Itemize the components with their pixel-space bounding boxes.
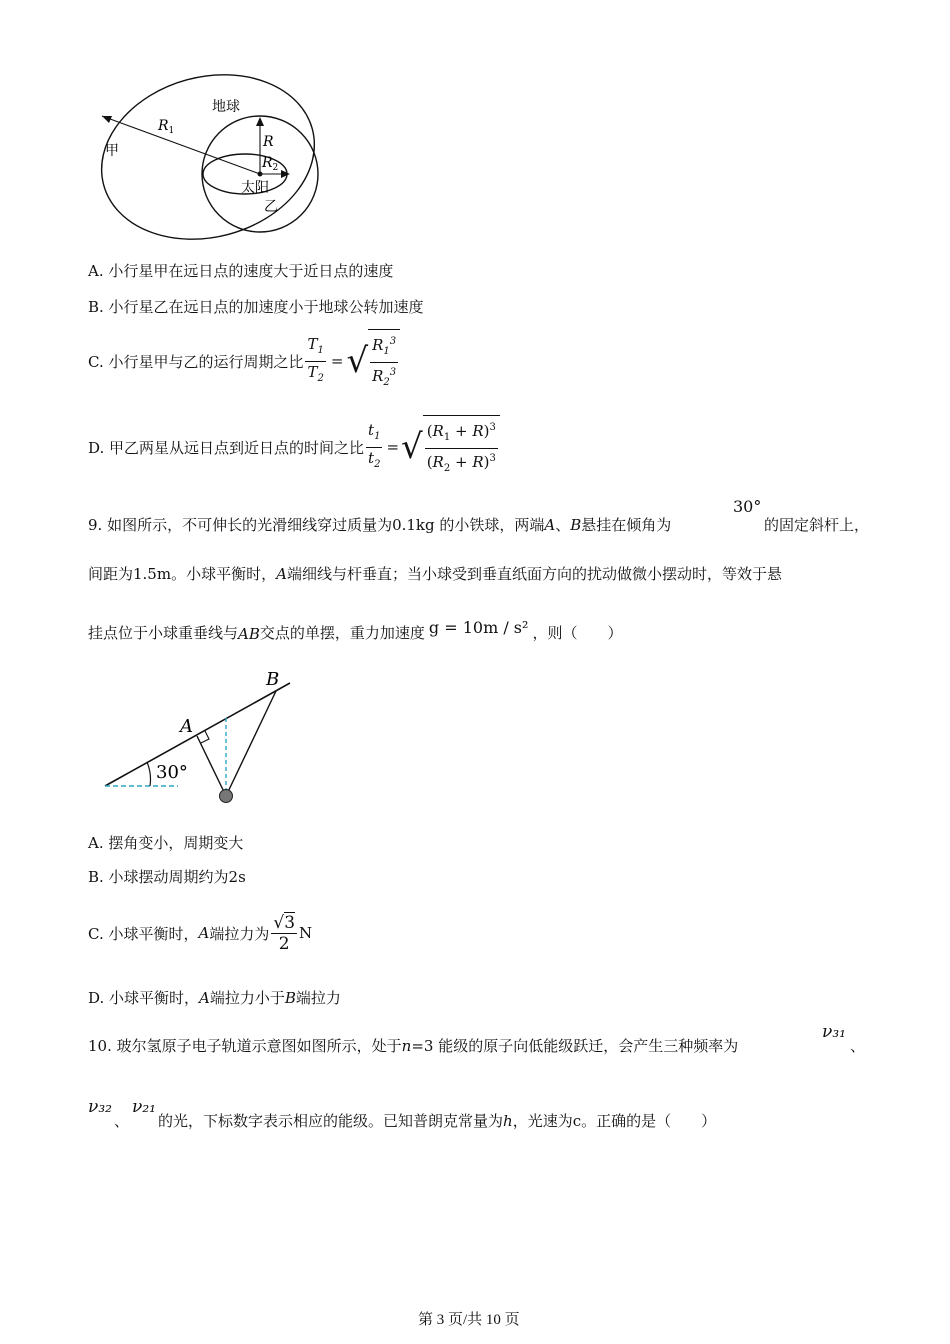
sqrt-r1-r2: √ $\frac{R_1^3}{R_2^3}$ bbox=[346, 329, 400, 393]
unit-n: N bbox=[299, 924, 313, 942]
q9-option-c-text: C. 小球平衡时， bbox=[88, 924, 199, 943]
point-a-inline: A bbox=[544, 516, 556, 534]
arrow-r1 bbox=[102, 116, 260, 174]
point-b-inline: B bbox=[570, 516, 582, 534]
q9-line1-b: 悬挂在倾角为 bbox=[581, 516, 672, 534]
q9-line2 bbox=[88, 563, 782, 584]
q10-line2-c: ，光速为c。正确的是（ ） bbox=[512, 1112, 717, 1130]
equals: = bbox=[330, 352, 344, 370]
frac-t1-t2-small: $\frac{t_1}{t_2}$ bbox=[368, 420, 381, 470]
iron-ball bbox=[220, 790, 233, 803]
q9-option-d-text2: 端拉力小于 bbox=[209, 989, 285, 1007]
q9-line1-c: 的固定斜杆上， bbox=[764, 516, 870, 534]
q8-option-d-text: D. 甲乙两星从远日点到近日点的时间之比 bbox=[88, 438, 365, 457]
right-angle-mark bbox=[201, 731, 209, 743]
q8-option-b: B. 小行星乙在远日点的加速度小于地球公转加速度 bbox=[88, 298, 424, 316]
radical: √ bbox=[346, 341, 369, 381]
sqrt-r-sum: √ $\frac{(R_1 + R)^3}{(R_2 + R)^3}$ bbox=[401, 415, 500, 479]
h-label: h bbox=[503, 1112, 513, 1130]
nu32: ν₃₂ bbox=[88, 1097, 112, 1117]
q9-option-a: A. 摆角变小，周期变大 bbox=[88, 834, 244, 852]
q9-option-c bbox=[88, 903, 312, 963]
q8-option-c bbox=[88, 333, 400, 389]
q9-line3 bbox=[88, 618, 623, 643]
sep1: 、 bbox=[850, 1037, 866, 1055]
label-earth: 地球 bbox=[212, 99, 240, 115]
segment-ab: AB bbox=[238, 625, 260, 643]
q10-line1-b: =3 能级的原子向低能级跃迁，会产生三种频率为 bbox=[411, 1037, 739, 1055]
q9-line1: 9. 如图所示，不可伸长的光滑细线穿过质量为0.1kg 的小铁球，两端A、B悬挂在倾角为 bbox=[88, 516, 672, 534]
q9-option-c-text2: 端拉力为 bbox=[209, 924, 270, 943]
label-yi: 乙 bbox=[264, 199, 278, 215]
equals-d: = bbox=[386, 438, 400, 456]
q9-line3-b: 交点的单摆，重力加速度 bbox=[259, 624, 425, 642]
q10-line1-a: 10. 玻尔氢原子电子轨道示意图如图所示，处于 bbox=[88, 1037, 402, 1055]
nu31: ν₃₁ bbox=[822, 1022, 846, 1042]
radical-d: √ bbox=[401, 427, 423, 467]
point-a-d: A bbox=[199, 989, 210, 1007]
string-b bbox=[226, 691, 276, 796]
string-a bbox=[197, 736, 226, 796]
q9-option-d bbox=[88, 987, 341, 1008]
q9-line2-b: 端细线与杆垂直；当小球受到垂直纸面方向的扰动做微小摆动时，等效于悬 bbox=[286, 565, 782, 583]
point-a-inline-2: A bbox=[276, 565, 287, 583]
q9-line3-a: 挂点位于小球重垂线与 bbox=[88, 624, 239, 642]
q9-line1-a: 9. 如图所示，不可伸长的光滑细线穿过质量为0.1kg 的小铁球，两端 bbox=[88, 516, 545, 534]
q9-option-b: B. 小球摆动周期约为2s bbox=[88, 868, 246, 886]
point-a-c: A bbox=[198, 924, 210, 942]
label-r: R bbox=[263, 134, 274, 150]
point-b-d: B bbox=[284, 989, 296, 1007]
fig-label-angle: 30° bbox=[156, 762, 188, 783]
sep2: 、 bbox=[114, 1112, 130, 1130]
angle-30: 30° bbox=[733, 497, 762, 516]
nu21: ν₂₁ bbox=[132, 1097, 156, 1117]
label-r2: $R_2$ bbox=[262, 155, 279, 173]
frac-t1-t2: $\frac{T_1}{T_2}$ bbox=[307, 334, 324, 384]
arrowhead-r bbox=[256, 117, 264, 126]
q9-option-d-text3: 端拉力 bbox=[295, 989, 341, 1007]
arrowhead-r1 bbox=[102, 116, 112, 123]
q8-option-d bbox=[88, 417, 500, 477]
n-label: n bbox=[401, 1037, 412, 1055]
arrowhead-r2 bbox=[281, 170, 290, 178]
orbit-jia bbox=[90, 70, 330, 245]
q10-line1 bbox=[88, 1035, 738, 1056]
q9-option-d-text: D. 小球平衡时， bbox=[88, 989, 200, 1007]
label-jia: 甲 bbox=[105, 143, 119, 159]
frac-sqrt3-2: $\frac{√3}{2}$ bbox=[273, 912, 296, 954]
label-sun: 太阳 bbox=[241, 180, 269, 196]
q9-line2-a: 间距为1.5m。小球平衡时， bbox=[88, 565, 277, 583]
orbit-diagram bbox=[90, 70, 330, 245]
g-formula: g = 10m / s² bbox=[428, 618, 529, 637]
incline-diagram bbox=[100, 665, 300, 810]
q9-line3-c: ，则（ ） bbox=[532, 624, 623, 642]
page-footer: 第 3 页/共 10 页 bbox=[418, 1312, 520, 1328]
label-r1: $R_1$ bbox=[158, 118, 175, 136]
fig-label-a: A bbox=[180, 716, 193, 737]
q10-line2 bbox=[158, 1110, 716, 1131]
fig-label-b: B bbox=[266, 669, 280, 690]
incline-rod bbox=[105, 683, 290, 786]
q10-line2-b: 的光，下标数字表示相应的能级。已知普朗克常量为 bbox=[158, 1112, 504, 1130]
angle-arc bbox=[147, 762, 150, 786]
q8-option-c-text: C. 小行星甲与乙的运行周期之比 bbox=[88, 352, 304, 371]
q8-option-a: A. 小行星甲在远日点的速度大于近日点的速度 bbox=[88, 262, 394, 280]
